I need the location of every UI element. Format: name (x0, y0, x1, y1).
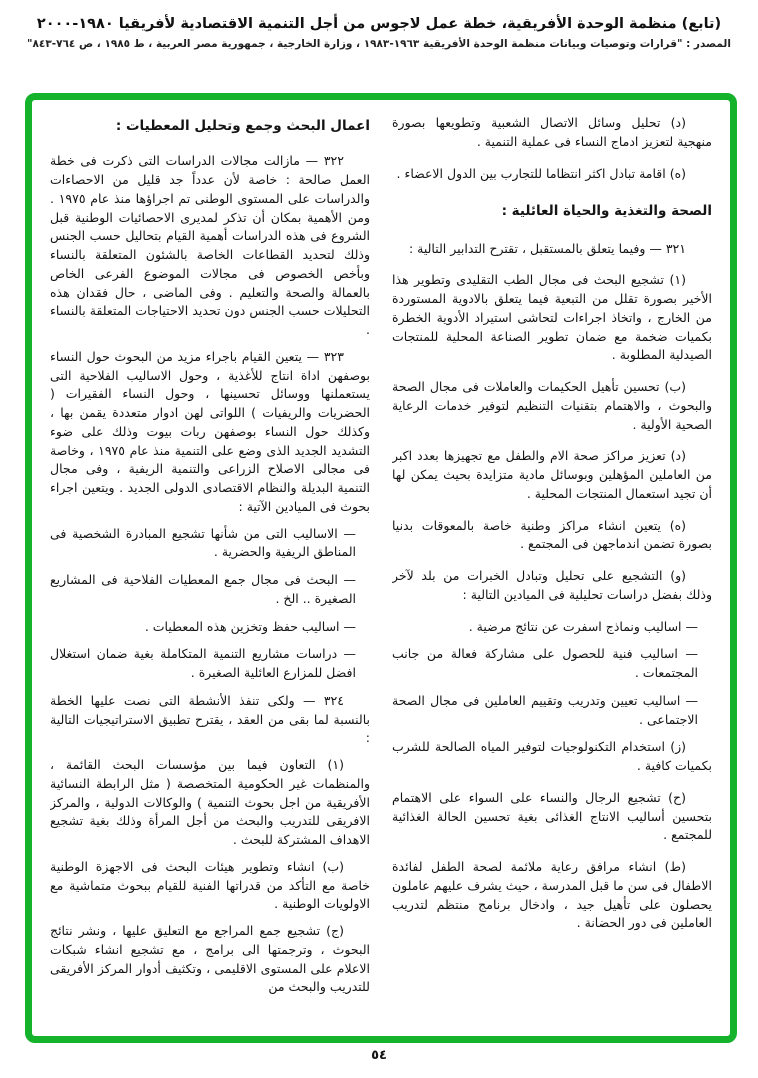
text-block: — اساليب ونماذج اسفرت عن نتائج مرضية . (468, 618, 698, 634)
text-block: (١) تشجيع البحث فى مجال الطب التقليدى وتطوير هذا الأخير بصورة تقلل من التبعية فيما يتعلق بالادوية المستوردة من الخارج ، واتخاذ اجراءات لتحاشى استيراد الأدوية الخطرة بكميات ضخمة مع ضمان تطوير الصناعة المحلية للمنتجات الصيدلية المطلوبة . (392, 272, 712, 363)
text-block: (١) التعاون فيما بين مؤسسات البحث القائمة ، والمنظمات غير الحكومية المتخصصة ( مثل الرابطة النسائية الأفريقية من اجل بحوث التنمية ) والوكالات الدولية ، والمركز الافريقى للتدريب والبحث من أجل المرأة وذلك بغية تشجيع الاهداف المشتركة للبحث . (50, 757, 370, 847)
text-block: (ج) تشجيع جمع المراجع مع التعليق عليها ، ونشر نتائج البحوث ، وترجمتها الى برامج ، مع تشجيع انشاء شبكات الاعلام على المستوى الاقليمى ، وتكثيف أدوار المركز الأفريقى للتدريب والبحث من (50, 923, 370, 995)
text-block: (ب) تحسين تأهيل الحكيمات والعاملات فى مجال الصحة والبحوث ، والاهتمام بتقنيات التنظيم لتوفير خدمات الرعاية الصحية الأولية . (392, 379, 712, 432)
text-block: (ح) تشجيع الرجال والنساء على السواء على الاهتمام بتحسين أساليب الانتاج الغذائى بغية تحسين الحالة الغذائية للمجتمع . (392, 789, 712, 843)
section-heading: اعمال البحث وجمع وتحليل المعطيات : (115, 118, 370, 134)
text-block: — اساليب فنية للحصول على مشاركة فعالة من جانب المجتمعات . (392, 646, 698, 680)
right-column (392, 112, 712, 1026)
text-block: — دراسات مشاريع التنمية المتكاملة بغية ضمان استغلال افضل للمزارع العائلية الصغيرة . (50, 646, 356, 680)
two-column-layout (32, 100, 730, 1036)
green-border-frame (25, 93, 737, 1043)
text-block: ٣٢٣ — يتعين القيام باجراء مزيد من البحوث حول النساء بوصفهن اداة انتاج للأغذية ، وحول الاساليب الفلاحية التى يستعملنها ووسائل تحسينها ، وحول النساء الفقيرات ( الحضريات والريفيات ) اللواتى لهن ادوار متعددة يقمن بها ، وكذلك حول النساء بوصفهن ربات بيوت وذلك على ضوء التشديد الجديد الذى وضع على التنمية منذ عام ١٩٧٥ ، وخاصة فى مجالى الاصلاح الزراعى والتنمية الريفية ، وفى مجال التنمية البديلة والنظام الاقتصادى الدولى الجديد . ويتعين اجراء بحوث فى الميادين الآتية : (50, 348, 370, 514)
text-block: (ه) يتعين انشاء مراكز وطنية خاصة بالمعوقات بدنيا بصورة تضمن اندماجهن فى المجتمع . (392, 517, 712, 552)
text-block: (د) تعزيز مراكز صحة الام والطفل مع تجهيزها بعدد اكبر من العاملين المؤهلين وبوسائل مادية متزايدة بحيث يمكن لها أن تجيد استعمال المنتجات المحلية . (392, 448, 712, 501)
text-block: — الاساليب التى من شأنها تشجيع المبادرة الشخصية فى المناطق الريفية والحضرية . (50, 525, 356, 560)
text-block: (ز) استخدام التكنولوجيات لتوفير المياه الصالحة للشرب بكميات كافية . (392, 739, 712, 773)
source-citation: المصدر : "قرارات وتوصيات وبيانات منظمة الوحدة الأفريقية ١٩٦٣-١٩٨٣ ، وزارة الخارجية ، جمهورية مصر العربية ، ط ١٩٨٥ ، ص ٧٦٤-٨٤٣" (27, 38, 731, 50)
text-block: — البحث فى مجال جمع المعطيات الفلاحية فى المشاريع الصغيرة .. الخ . (50, 572, 356, 606)
text-block: (ط) انشاء مرافق رعاية ملائمة لصحة الطفل لفائدة الاطفال فى سن ما قبل المدرسة ، حيث يشرف عليهم عاملون يحصلون على تأهيل جيد ، وادخال برنامج منتظم لتدريب العاملين فى دور الحضانة . (392, 859, 712, 931)
document-title: (تابع) منظمة الوحدة الأفريقية، خطة عمل لاجوس من أجل التنمية الاقتصادية لأفريقيا ١٩٨٠-٢٠٠٠ (36, 16, 722, 32)
page-header (0, 16, 758, 50)
left-column (50, 112, 370, 1026)
section-heading: الصحة والتغذية والحياة العائلية : (501, 203, 712, 220)
text-block: (ب) انشاء وتطوير هيئات البحث فى الاجهزة الوطنية خاصة مع التأكد من قدراتها الفنية للقيام ببحوث متماشية مع الاولويات الوطنية . (50, 858, 370, 912)
page-number: ٥٤ (371, 1048, 387, 1063)
text-block: (و) التشجيع على تحليل وتبادل الخبرات من بلد لآخر وذلك بفضل دراسات تحليلية فى الميادين التالية : (392, 568, 712, 602)
text-block: (ه) اقامة تبادل اكثر انتظاما للتجارب بين الدول الاعضاء . (396, 165, 686, 181)
text-block: — اساليب حفظ وتخزين هذه المعطيات . (144, 618, 356, 634)
text-block: ٣٢٤ — ولكى تنفذ الأنشطة التى نصت عليها الخطة بالنسبة لما بقى من العقد ، يقترح تطبيق الاستراتيجيات التالية : (50, 692, 370, 746)
text-block: (د) تحليل وسائل الاتصال الشعبية وتطويعها بصورة منهجية لتعزيز ادماج النساء فى عملية التنمية . (392, 115, 712, 149)
text-block: ٣٢٢ — مازالت مجالات الدراسات التى ذكرت فى خطة العمل صالحة : خاصة لأن عدداً جد قليل من الاحصاءات والدراسات على المستوى الوطنى تم اجراؤها منذ عام ١٩٧٥ . ومن الأهمية بمكان أن تذكر لمديرى الاحصائيات الوطنية قبل الشروع فى هذه الدراسات أهمية القيام بتحاليل حسب الجنس وذلك لتحديد القطاعات الخاصة بالشئون المتعلقة بالنساء وبأخص الخصوص فى مجالات الموضوع الفرعى الخاص بالعمالة والصحة والتعليم . وفى الماضى ، حال فقدان هذه التحليلات حسب الجنس دون تحديد الاحتياجات المتعلقة بالنساء . (50, 153, 370, 337)
text-block: ٣٢١ — وفيما يتعلق بالمستقبل ، تقترح التدابير التالية : (408, 240, 686, 256)
text-block: — اساليب تعيين وتدريب وتقييم العاملين فى مجال الصحة الاجتماعى . (392, 692, 698, 727)
